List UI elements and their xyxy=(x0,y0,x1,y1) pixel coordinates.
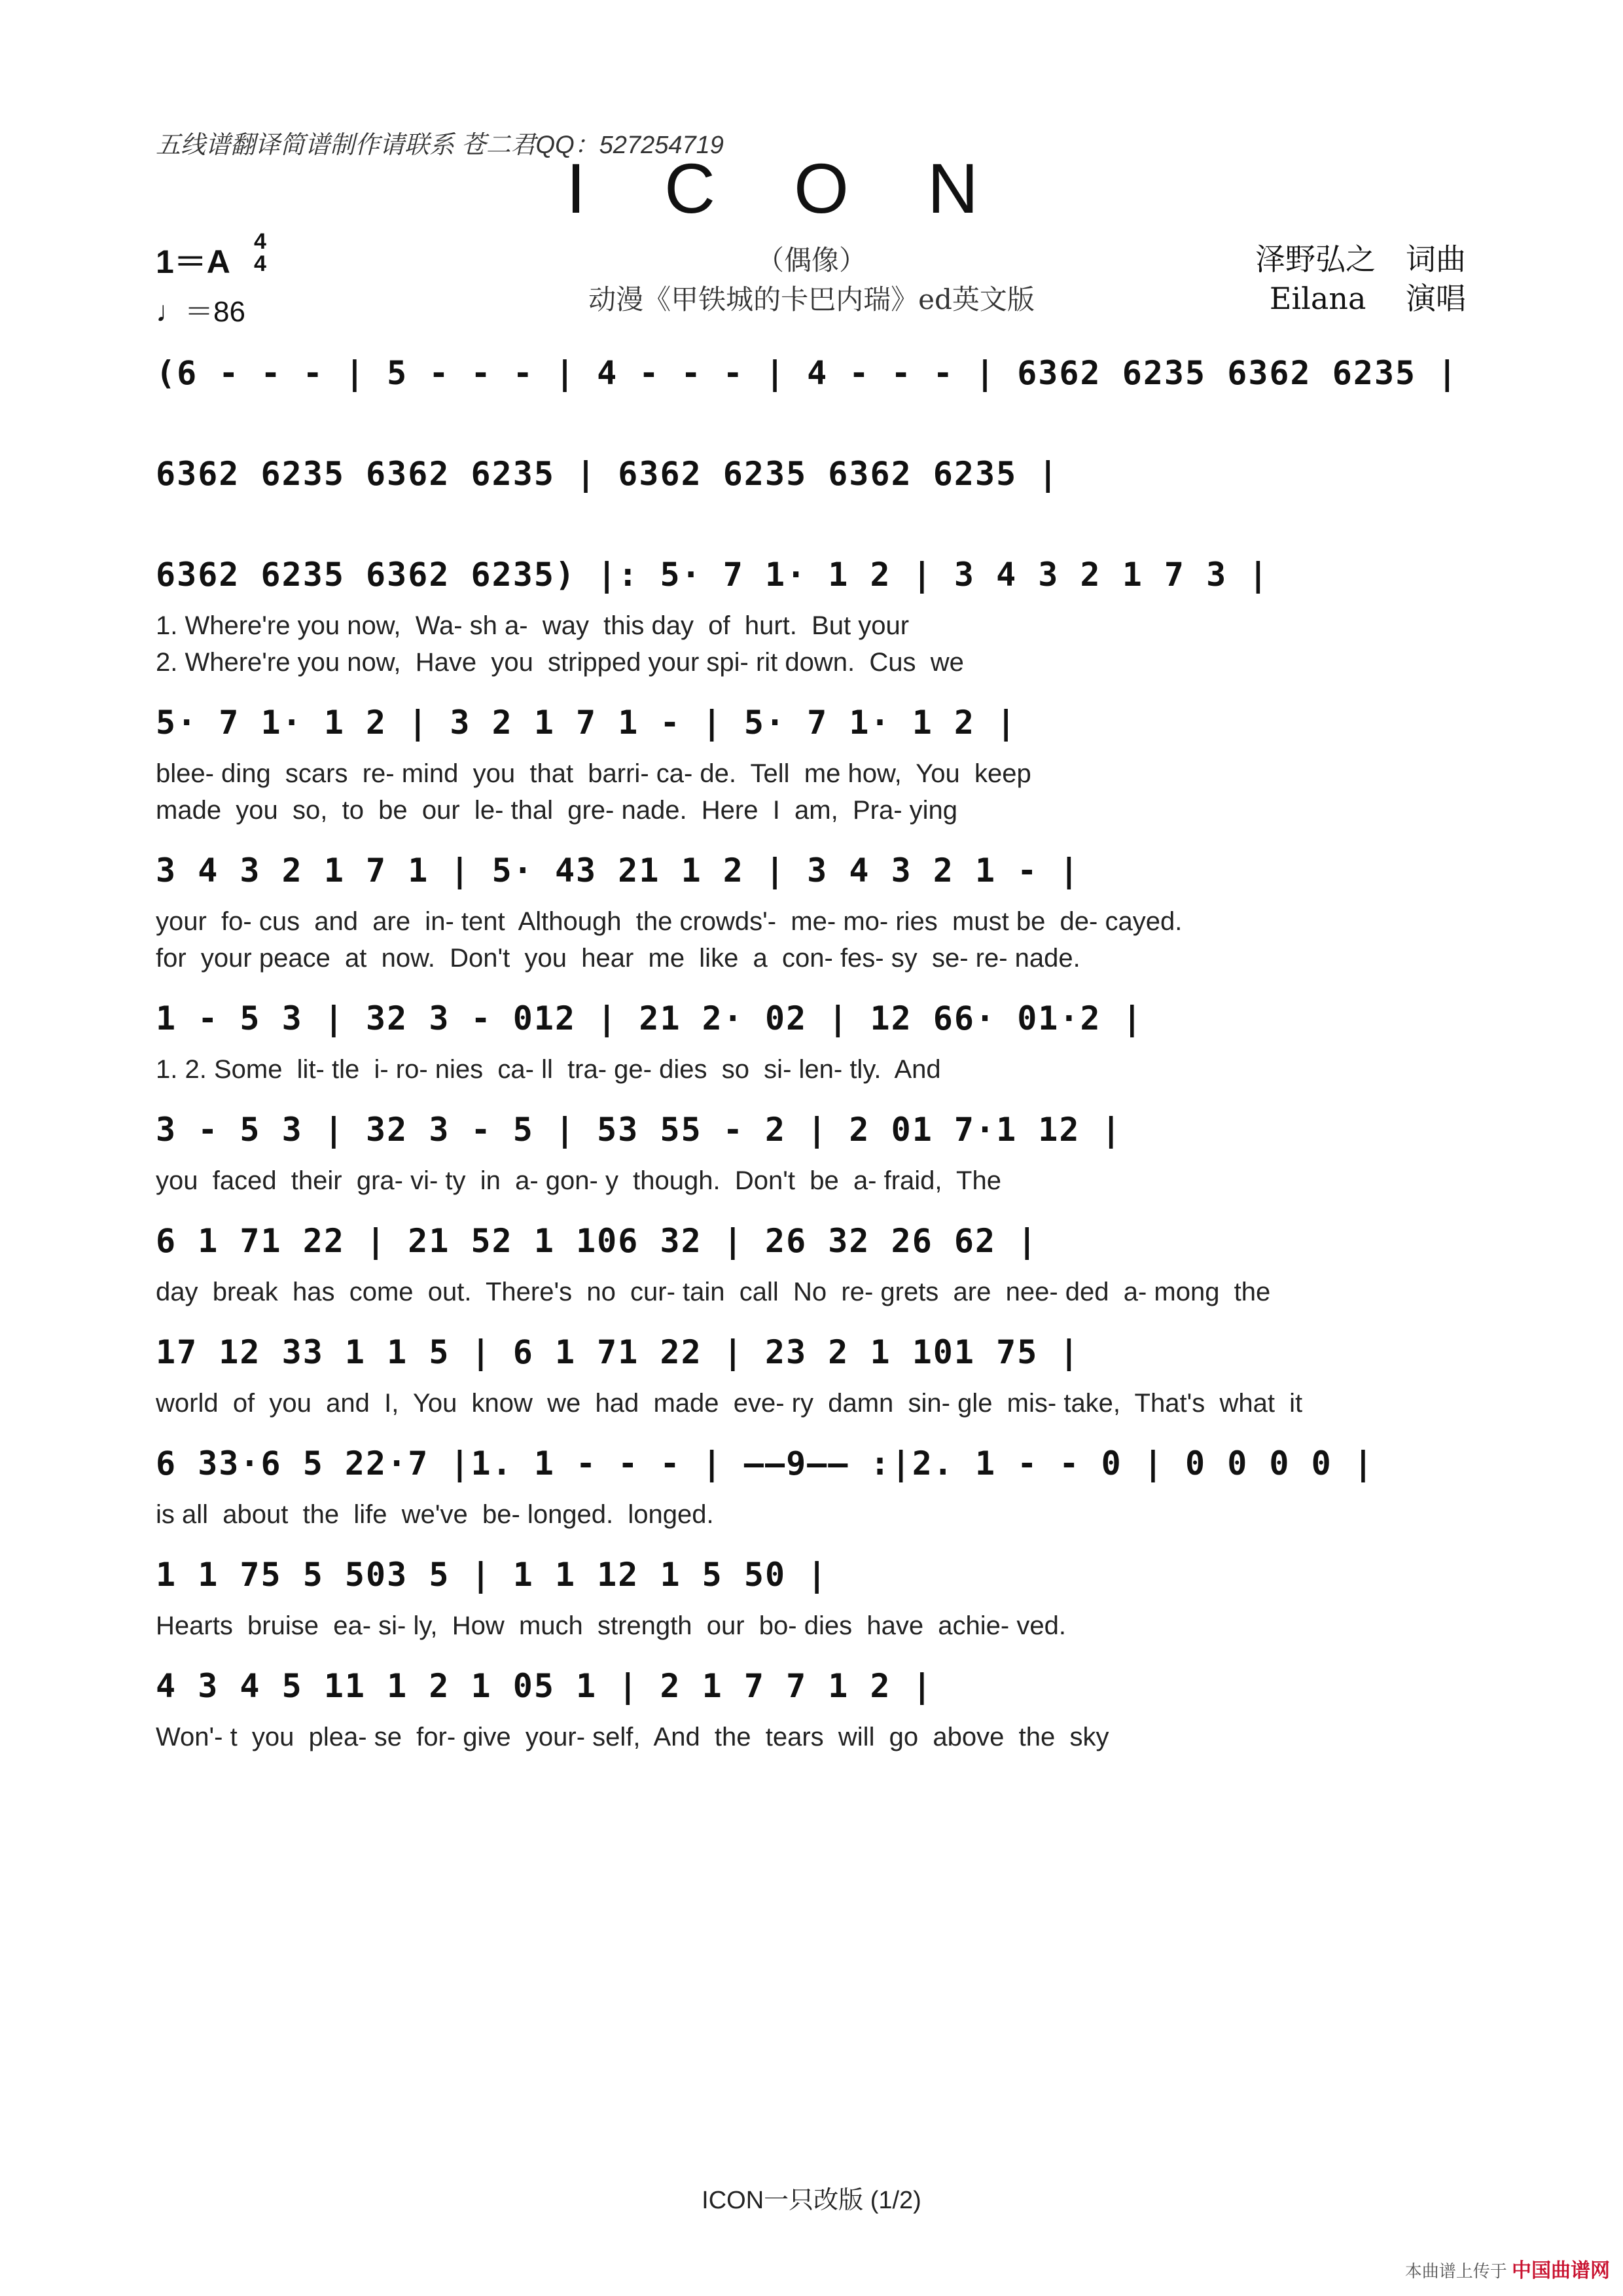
notation-line: 3 - 5 3 | 32 3 - 5 | 53 55 - 2 | 2 01 7·1 12 | xyxy=(156,1111,1122,1149)
score-system xyxy=(156,838,1472,977)
notation-line: 17 12 33 1 1 5 | 6 1 71 22 | 23 2 1 101 75 | xyxy=(156,1333,1080,1371)
lyric-line: blee- ding scars re- mind you that barri- ca- de. Tell me how, You keep xyxy=(156,759,1031,788)
site-watermark xyxy=(1405,2254,1610,2283)
lyric-line: you faced their gra- vi- ty in a- gon- y though. Don't be a- fraid, The xyxy=(156,1166,1001,1195)
score-system xyxy=(156,1097,1472,1199)
notation-line: 1 1 75 5 503 5 | 1 1 12 1 5 50 | xyxy=(156,1556,829,1594)
lyric-line: 1. Where're you now, Wa- sh a- way this day of hurt. But your xyxy=(156,611,910,640)
song-subtitle: （偶像） xyxy=(756,244,866,276)
lyric-line: your fo- cus and are in- tent Although the crowds'- me- mo- ries must be de- cayed. xyxy=(156,907,1183,936)
watermark-text: 本曲谱上传于 xyxy=(1404,2261,1507,2281)
notation-line: 6 33·6 5 22·7 |1. 1 - - - | ——9—— :|2. 1 - - 0 | 0 0 0 0 | xyxy=(156,1444,1374,1482)
lyric-line: world of you and I, You know we had made eve- ry damn sin- gle mis- take, That's what it xyxy=(156,1389,1303,1418)
lyric-line: Won'- t you plea- se for- give your- self, And the tears will go above the sky xyxy=(156,1723,1109,1751)
score-system xyxy=(156,690,1472,829)
song-description: 动漫《甲铁城的卡巴内瑞》ed英文版 xyxy=(588,283,1035,315)
time-signature-top: 4 xyxy=(254,229,266,254)
notation-line: (6 - - - | 5 - - - | 4 - - - | 4 - - - | 6362 6235 6362 6235 | xyxy=(156,354,1459,392)
notation-line: 6 1 71 22 | 21 52 1 106 32 | 26 32 26 62 | xyxy=(156,1222,1039,1260)
score-system xyxy=(156,542,1472,681)
score-system xyxy=(156,1653,1472,1755)
score-system xyxy=(156,1319,1472,1422)
notation-line: 6362 6235 6362 6235) |: 5· 7 1· 1 2 | 3 4 3 2 1 7 3 | xyxy=(156,556,1270,594)
page-footer: ICON一只改版 (1/2) xyxy=(702,2187,921,2214)
time-signature-bottom: 4 xyxy=(254,251,266,276)
score-system xyxy=(156,340,1472,432)
score-systems xyxy=(156,340,1472,1765)
time-signature xyxy=(254,230,266,275)
notation-line: 5· 7 1· 1 2 | 3 2 1 7 1 - | 5· 7 1· 1 2 | xyxy=(156,704,1018,742)
notation-line: 1 - 5 3 | 32 3 - 012 | 21 2· 02 | 12 66· 01·2 | xyxy=(156,999,1143,1037)
singer-credit: Eilana 演唱 xyxy=(1269,281,1466,316)
notation-line: 6362 6235 6362 6235 | 6362 6235 6362 6235 | xyxy=(156,455,1060,493)
watermark-brand: 中国曲谱网 xyxy=(1512,2260,1610,2282)
lyric-line: 1. 2. Some lit- tle i- ro- nies ca- ll tra- ge- dies so si- len- tly. And xyxy=(156,1055,941,1084)
key-signature: 1＝A xyxy=(156,243,230,280)
notation-line: 4 3 4 5 11 1 2 1 05 1 | 2 1 7 7 1 2 | xyxy=(156,1667,933,1705)
score-system xyxy=(156,441,1472,533)
song-title: ICON xyxy=(566,149,1057,228)
lyric-line: 2. Where're you now, Have you stripped your spi- rit down. Cus we xyxy=(156,648,964,677)
tempo-marking: ♩＝86 xyxy=(156,296,245,328)
lyric-line: made you so, to be our le- thal gre- nade. Here I am, Pra- ying xyxy=(156,796,958,825)
score-system xyxy=(156,1208,1472,1310)
lyric-line: day break has come out. There's no cur- tain call No re- grets are nee- ded a- mong the xyxy=(156,1278,1271,1306)
score-system xyxy=(156,1431,1472,1533)
score-system xyxy=(156,986,1472,1088)
notation-line: 3 4 3 2 1 7 1 | 5· 43 21 1 2 | 3 4 3 2 1 - | xyxy=(156,852,1080,889)
lyric-line: for your peace at now. Don't you hear me like a con- fes- sy se- re- nade. xyxy=(156,944,1080,973)
lyric-line: Hearts bruise ea- si- ly, How much strength our bo- dies have achie- ved. xyxy=(156,1611,1066,1640)
score-system xyxy=(156,1542,1472,1644)
lyric-line: is all about the life we've be- longed. longed. xyxy=(156,1500,714,1529)
credit-line: 五线谱翻译简谱制作请联系 苍二君QQ：527254719 xyxy=(156,132,724,159)
composer-credit: 泽野弘之 词曲 xyxy=(1255,242,1466,277)
